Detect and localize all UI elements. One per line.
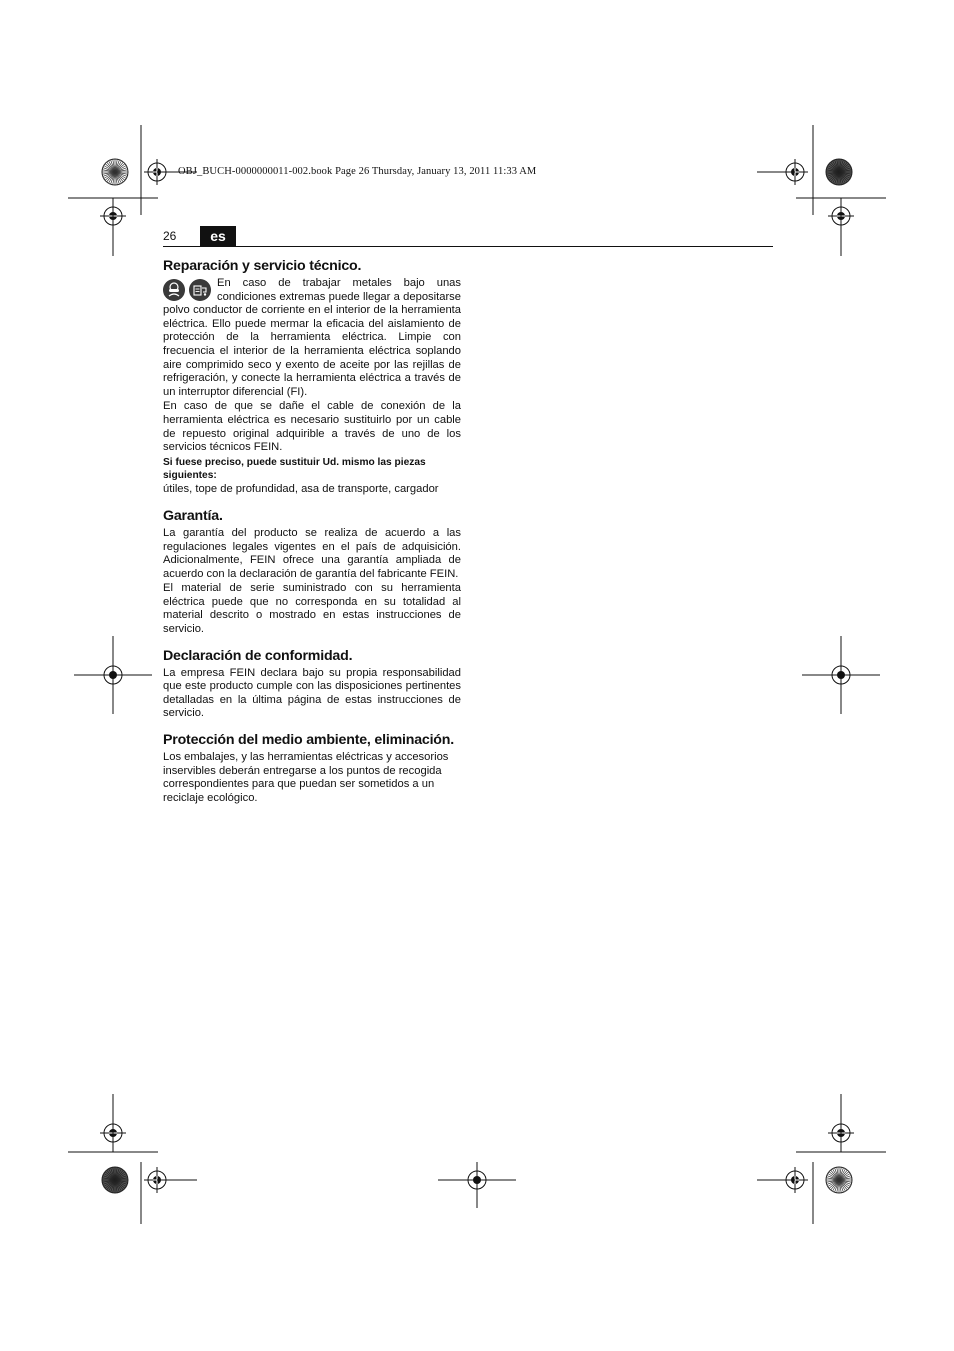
print-slug: OBJ_BUCH-0000000011-002.book Page 26 Thursday, January 13, 2011 11:33 AM [178,166,537,177]
paragraph: La garantía del producto se realiza de acuerdo a las regulaciones legales vigentes en el país de adquisición. Adicionalmente, FEIN ofrece una garantía ampliada de acuerdo con la declaración de garantía del fabricante FEIN. [163,526,461,580]
language-tab: es [200,226,236,246]
bold-note: Si fuese preciso, puede sustituir Ud. mismo las piezas siguientes: [163,456,426,481]
starburst-bottom-right [826,1167,852,1193]
page-number: 26 [163,229,177,243]
starburst-top-right [826,159,852,185]
paragraph: El material de serie suministrado con su herramienta eléctrica puede que no corresponda en su totalidad al material descrito o mostrado en estas instrucciones de servicio. [163,582,461,636]
section-title-environment: Protección del medio ambiente, eliminación. [163,732,454,749]
section-title-conformity: Declaración de conformidad. [163,647,353,664]
parts-list: útiles, tope de profundidad, asa de transporte, cargador [163,483,439,496]
starburst-bottom-left [102,1167,128,1193]
section-title-warranty: Garantía. [163,507,223,524]
paragraph: Los embalajes, y las herramientas eléctricas y accesorios inservibles deberán entregarse a los puntos de recogida correspondientes para que puedan ser sometidos a un reciclaje ecológico. [163,751,449,804]
paragraph: En caso de que se dañe el cable de conexión de la herramienta eléctrica es necesario sustituirlo por un cable de repuesto original adquirible a través de uno de los servicios técnicos FEIN. [163,400,461,454]
starburst-top-left [102,159,128,185]
paragraph: En caso de trabajar metales bajo unas condiciones extremas puede llegar a depositarse polvo conductor de corriente en el interior de la herramienta eléctrica. Ello puede mermar la eficacia del aislamiento de protección de la herramienta eléctrica. Limpie con frecuencia el interior de la herramienta eléctrica soplando aire comprimido seco y exento de aceite por las rejillas de refrigeración, y conecte la herramienta eléctrica a través de un interruptor diferencial (FI). [163,277,461,398]
section-title-repair: Reparación y servicio técnico. [163,258,362,274]
paragraph: La empresa FEIN declara bajo su propia responsabilidad que este producto cumple con las disposiciones pertinentes detalladas en la última página de estas instrucciones de servicio. [163,666,461,720]
